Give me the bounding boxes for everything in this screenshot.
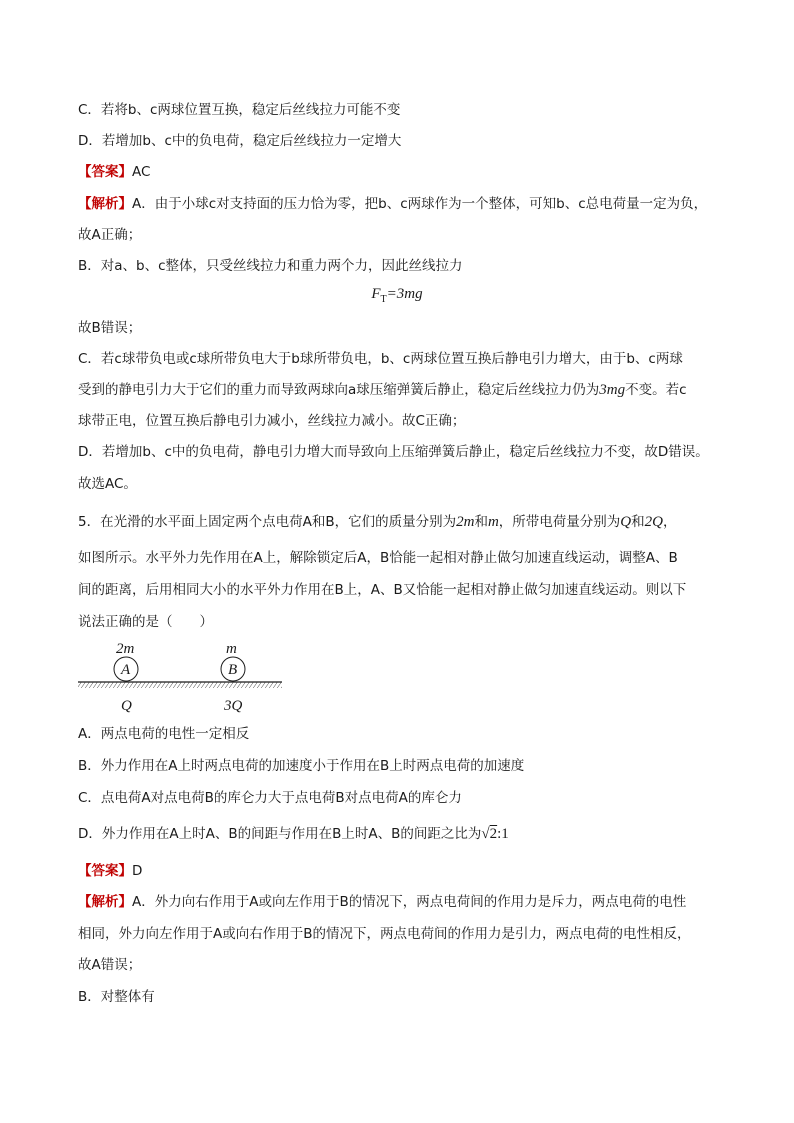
mass-b-label: m xyxy=(226,641,237,657)
q4-analysis-d-line2: 故选AC。 xyxy=(78,476,137,492)
q5-stem-line2: 如图所示。水平外力先作用在A上，解除锁定后A，B恰能一起相对静止做匀加速直线运动，调整A、B xyxy=(78,550,678,566)
q5-analysis-a-line2: 相同，外力向左作用于A或向右作用于B的情况下，两点电荷间的作用力是引力，两点电荷的电性相反， xyxy=(78,926,691,942)
q4-option-d: D．若增加b、c中的负电荷，稳定后丝线拉力一定增大 xyxy=(78,133,402,149)
ball-a-label: A xyxy=(121,662,131,678)
q4-analysis-a-line2: 故A正确； xyxy=(78,227,142,243)
q4-option-c: C．若将b、c两球位置互换，稳定后丝线拉力可能不变 xyxy=(78,102,401,118)
answer-tag: 【答案】 xyxy=(78,164,132,180)
q5-option-d: D．外力作用在A上时A、B的间距与作用在B上时A、B的间距之比为√2:1 xyxy=(78,826,509,842)
q5-analysis-b-line1: B．对整体有 xyxy=(78,989,155,1005)
q5-answer xyxy=(78,861,728,881)
q4-analysis-c-line1: C．若c球带负电或c球所带负电大于b球所带负电，b、c两球位置互换后静电引力增大，由于b、c两球 xyxy=(78,351,683,367)
ground-hatch xyxy=(78,682,282,688)
answer-value: D xyxy=(132,863,143,879)
charge-b-value: 3Q xyxy=(224,698,243,714)
q4-analysis-d-line1: D．若增加b、c中的负电荷，静电引力增大而导致向上压缩弹簧后静止，稳定后丝线拉力不变，故D错误。 xyxy=(78,444,709,460)
sqrt-ratio: √2:1 xyxy=(481,826,509,842)
q5-stem-line3: 间的距离，后用相同大小的水平外力作用在B上，A、B又恰能一起相对静止做匀加速直线运动。则以下 xyxy=(78,582,687,598)
q5-option-c: C．点电荷A对点电荷B的库仑力大于点电荷B对点电荷A的库仑力 xyxy=(78,790,462,806)
answer-tag: 【答案】 xyxy=(78,863,132,879)
charge-a-value: Q xyxy=(121,698,132,714)
q5-stem-line1: 5．在光滑的水平面上固定两个点电荷A和B，它们的质量分别为2m和m，所带电荷量分别为Q和2Q， xyxy=(78,514,677,530)
q4-analysis-b-line2: 故B错误； xyxy=(78,320,142,336)
analysis-tag: 【解析】 xyxy=(78,894,132,910)
q4-answer xyxy=(78,162,728,182)
q4-analysis-c-line3: 球带正电，位置互换后静电引力减小，丝线拉力减小。故C正确； xyxy=(78,413,466,429)
q4-analysis-c-line2: 受到的静电引力大于它们的重力而导致两球向a球压缩弹簧后静止，稳定后丝线拉力仍为3mg不变。若c xyxy=(78,382,687,398)
q4-analysis-a-line1: 【解析】A．由于小球c对支持面的压力恰为零，把b、c两球作为一个整体，可知b、c总电荷量一定为负， xyxy=(78,196,708,212)
q5-option-b: B．外力作用在A上时两点电荷的加速度小于作用在B上时两点电荷的加速度 xyxy=(78,758,525,774)
q5-stem-line4: 说法正确的是（ ） xyxy=(78,614,213,630)
q4-analysis-b-line1: B．对a、b、c整体，只受丝线拉力和重力两个力，因此丝线拉力 xyxy=(78,258,463,274)
charges-figure xyxy=(76,638,286,716)
q5-option-a: A．两点电荷的电性一定相反 xyxy=(78,726,250,742)
mass-a-label: 2m xyxy=(116,641,135,657)
q5-analysis-a-line1: 【解析】A．外力向右作用于A或向左作用于B的情况下，两点电荷间的作用力是斥力，两点电荷的电性 xyxy=(78,894,687,910)
ball-b-label: B xyxy=(228,662,238,678)
q5-analysis-a-line3: 故A错误； xyxy=(78,957,142,973)
analysis-tag: 【解析】 xyxy=(78,196,132,212)
tension-formula: $F_T=3mg$ xyxy=(371,286,423,305)
answer-value: AC xyxy=(132,164,151,180)
